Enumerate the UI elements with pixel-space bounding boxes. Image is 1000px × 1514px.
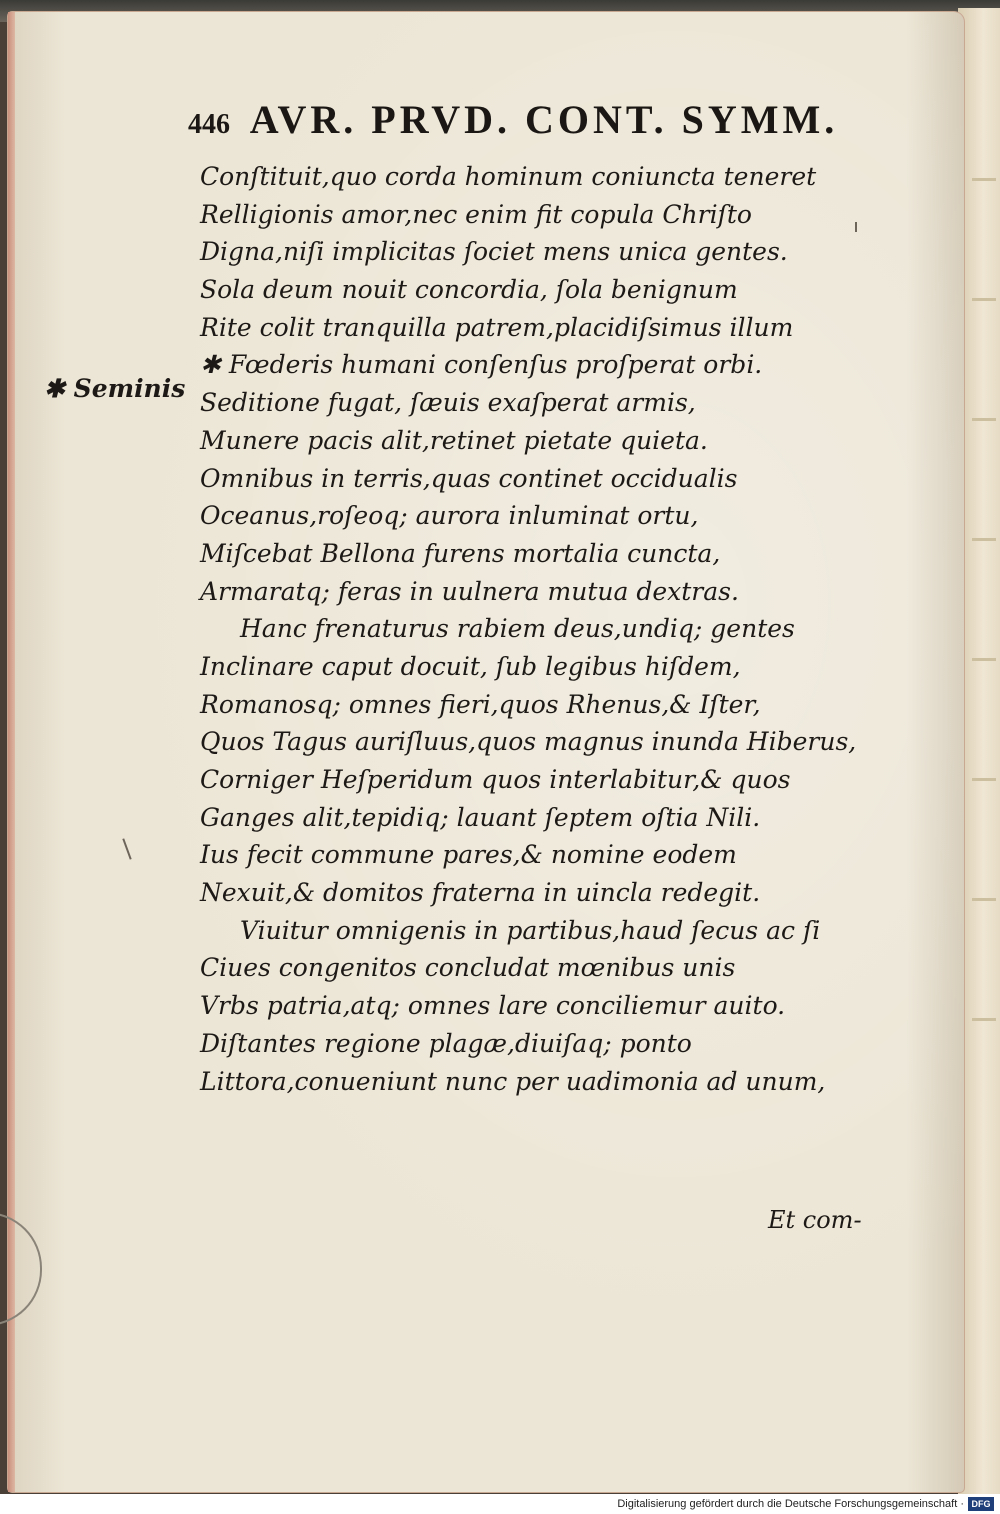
verse-line: ✱ Fœderis humani conſenſus proſperat orbi.	[200, 350, 763, 380]
verse-line: Seditione fugat, ſæuis exaſperat armis,	[200, 388, 696, 418]
verse-line: Viuitur omnigenis in partibus,haud ſecus ac ſi	[240, 915, 821, 945]
verse-line: Munere pacis alit,retinet pietate quieta.	[200, 425, 708, 455]
verse-line: Relligionis amor,nec enim fit copula Chriſto	[200, 199, 752, 229]
verse-line: Romanosq; omnes fieri,quos Rhenus,& Iſter,	[200, 689, 761, 719]
verse-line: Digna,niſi implicitas ſociet mens unica gentes.	[200, 237, 788, 267]
verse-line: Littora,conueniunt nunc per uadimonia ad unum,	[200, 1066, 826, 1096]
verse-line: Miſcebat Bellona furens mortalia cuncta,	[200, 538, 721, 568]
verse-line: Rite colit tranquilla patrem,placidiſsimus illum	[200, 312, 794, 342]
margin-note: ✱ Seminis	[44, 374, 186, 403]
verse-line: Ius fecit commune pares,& nomine eodem	[200, 840, 737, 870]
page-clip-mark	[0, 1212, 42, 1326]
verse-line: Corniger Heſperidum quos interlabitur,& quos	[200, 765, 791, 794]
verse-line: Conſtituit,quo corda hominum coniuncta teneret	[200, 162, 817, 191]
ink-mark	[855, 222, 857, 232]
digitization-footer	[0, 1494, 1000, 1514]
dfg-logo: DFG	[968, 1497, 994, 1511]
funding-credit: Digitalisierung gefördert durch die Deutsche Forschungsgemeinschaft ·	[617, 1498, 964, 1510]
verse-line: Armaratq; feras in uulnera mutua dextras.	[200, 576, 739, 606]
running-title: AVR. PRVD. CONT. SYMM.	[249, 97, 839, 142]
verse-line: Vrbs patria,atq; omnes lare conciliemur auito.	[200, 991, 786, 1021]
facing-page-edge	[958, 8, 1000, 1494]
verse-line: Hanc frenaturus rabiem deus,undiq; gentes	[240, 614, 795, 644]
running-header	[188, 96, 848, 143]
verse-line: Nexuit,& domitos fraterna in uincla redegit.	[200, 878, 761, 908]
verse-line: Ciues congenitos concludat mœnibus unis	[200, 953, 736, 983]
page-number: 446	[188, 109, 230, 140]
verse-block	[200, 158, 900, 1100]
verse-line: Oceanus,roſeoq; aurora inluminat ortu,	[200, 501, 699, 531]
verse-line: Sola deum nouit concordia, ſola benignum	[200, 275, 738, 305]
verse-line: Ganges alit,tepidiq; lauant ſeptem oſtia Nili.	[200, 802, 761, 832]
verse-line: Omnibus in terris,quas continet occidualis	[200, 463, 738, 493]
verse-line: Diſtantes regione plagæ,diuiſaq; ponto	[200, 1028, 692, 1058]
verse-line: Quos Tagus auriſluus,quos magnus inunda Hiberus,	[200, 727, 857, 757]
catchword: Et com-	[768, 1206, 862, 1234]
verse-line: Inclinare caput docuit, ſub legibus hiſdem,	[200, 651, 741, 681]
